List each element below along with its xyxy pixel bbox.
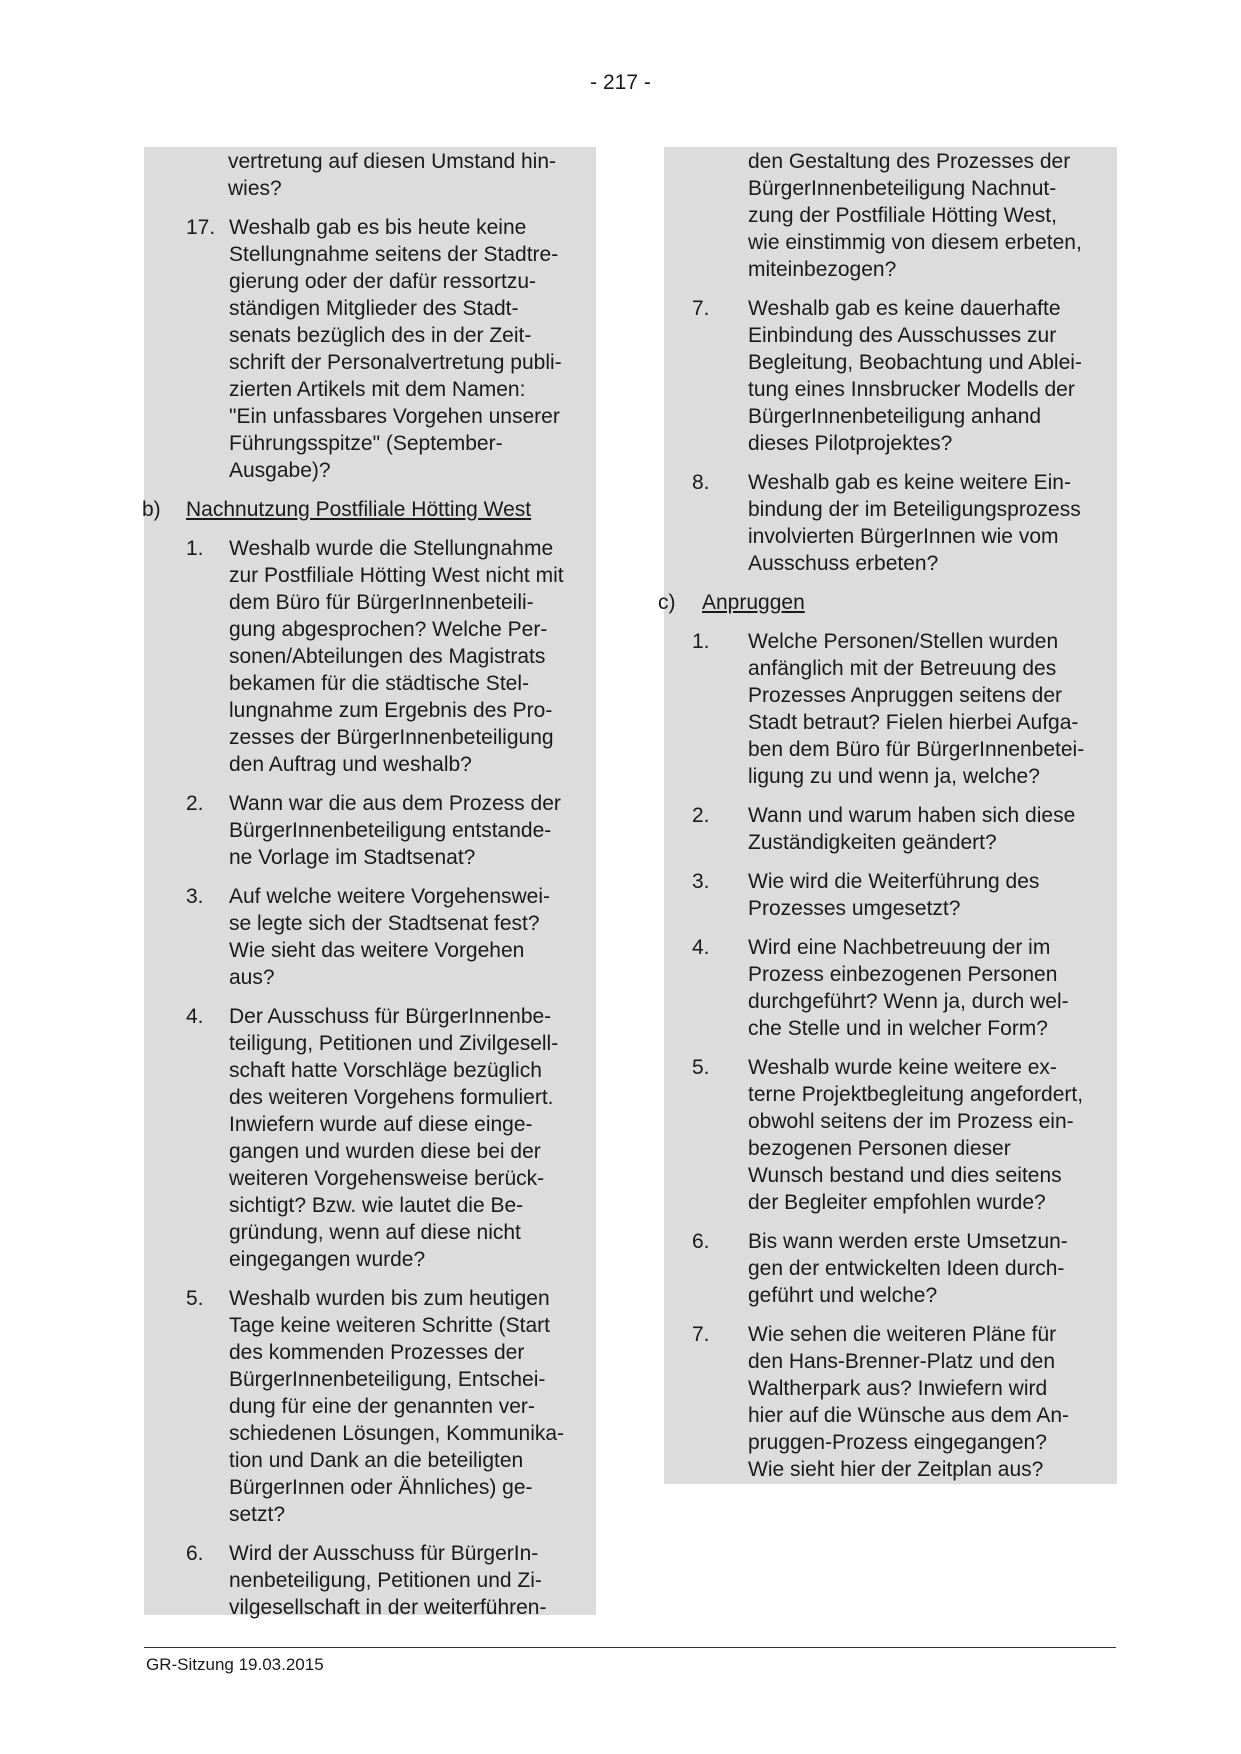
- question-text-line: bindung der im Beteiligungsprozess: [748, 498, 1081, 521]
- question-item: [664, 1054, 1117, 1216]
- question-text-line: nenbeteiligung, Petitionen und Zi-: [229, 1569, 542, 1592]
- section-b-heading: [140, 496, 596, 523]
- text-line: miteinbezogen?: [748, 258, 897, 281]
- question-text-line: eingegangen wurde?: [229, 1248, 426, 1271]
- question-text-line: terne Projektbegleitung angefordert,: [748, 1083, 1084, 1106]
- question-item: [144, 1540, 596, 1621]
- question-number: 1.: [692, 630, 710, 653]
- question-number: 8.: [692, 471, 710, 494]
- question-text-line: bekamen für die städtische Stel-: [229, 672, 529, 695]
- question-text-line: gierung oder der dafür ressortzu-: [229, 270, 536, 293]
- question-text-line: BürgerInnenbeteiligung, Entschei-: [229, 1368, 546, 1391]
- question-text-line: Inwiefern wurde auf diese einge-: [229, 1113, 533, 1136]
- question-text-line: zesses der BürgerInnenbeteiligung: [229, 726, 554, 749]
- text-line: BürgerInnenbeteiligung Nachnut-: [748, 177, 1057, 200]
- question-text-line: gründung, wenn auf diese nicht: [229, 1221, 521, 1244]
- question-item: [664, 628, 1117, 790]
- right-column: [658, 147, 1117, 1484]
- question-text-line: ständigen Mitglieder des Stadt-: [229, 297, 519, 320]
- footer-divider: [144, 1647, 1116, 1648]
- text-line: den Gestaltung des Prozesses der: [748, 150, 1071, 173]
- question-text-line: schiedenen Lösungen, Kommunika-: [229, 1422, 565, 1445]
- question-text-line: sichtigt? Bzw. wie lautet die Be-: [229, 1194, 524, 1217]
- right-continuation: [664, 147, 1111, 283]
- question-text-line: Wird der Ausschuss für BürgerIn-: [229, 1542, 539, 1565]
- question-text-line: dieses Pilotprojektes?: [748, 432, 953, 455]
- footer-text: GR-Sitzung 19.03.2015: [146, 1655, 324, 1674]
- question-text-line: Weshalb wurde die Stellungnahme: [229, 537, 554, 560]
- question-text-line: Wann und warum haben sich diese: [748, 804, 1076, 827]
- question-text-line: bezogenen Personen dieser: [748, 1137, 1011, 1160]
- question-text-line: aus?: [229, 966, 275, 989]
- question-text-line: BürgerInnenbeteiligung entstande-: [229, 819, 552, 842]
- question-text-line: Prozesses Anpruggen seitens der: [748, 684, 1063, 707]
- question-text-line: teiligung, Petitionen und Zivilgesell-: [229, 1032, 559, 1055]
- question-text-line: "Ein unfassbares Vorgehen unserer: [229, 405, 560, 428]
- question-item: [664, 868, 1117, 922]
- left-continuation: [144, 147, 590, 202]
- question-number: 6.: [692, 1230, 710, 1253]
- question-text-line: Stellungnahme seitens der Stadtre-: [229, 243, 559, 266]
- question-item: [664, 1321, 1117, 1483]
- question-text-line: Weshalb wurde keine weitere ex-: [748, 1056, 1057, 1079]
- question-number: 2.: [186, 792, 204, 815]
- question-text-line: Ausschuss erbeten?: [748, 552, 939, 575]
- question-item: [144, 535, 596, 778]
- question-text-line: ligung zu und wenn ja, welche?: [748, 765, 1040, 788]
- question-text-line: se legte sich der Stadtsenat fest?: [229, 912, 540, 935]
- question-text-line: durchgeführt? Wenn ja, durch wel-: [748, 990, 1069, 1013]
- question-text-line: tung eines Innsbrucker Modells der: [748, 378, 1075, 401]
- page-number: - 217 -: [590, 71, 651, 94]
- question-text-line: Zuständigkeiten geändert?: [748, 831, 997, 854]
- question-number: 1.: [186, 537, 204, 560]
- question-number: 6.: [186, 1542, 204, 1565]
- question-text-line: schrift der Personalvertretung publi-: [229, 351, 562, 374]
- question-text-line: pruggen-Prozess eingegangen?: [748, 1431, 1047, 1454]
- question-text-line: den Hans-Brenner-Platz und den: [748, 1350, 1056, 1373]
- question-text-line: sonen/Abteilungen des Magistrats: [229, 645, 546, 668]
- question-text-line: Einbindung des Ausschusses zur: [748, 324, 1057, 347]
- question-number: 5.: [692, 1056, 710, 1079]
- question-number: 4.: [186, 1005, 204, 1028]
- question-text-line: anfänglich mit der Betreuung des: [748, 657, 1057, 680]
- question-item: [144, 790, 596, 871]
- question-text-line: obwohl seitens der im Prozess ein-: [748, 1110, 1074, 1133]
- question-number: 5.: [186, 1287, 204, 1310]
- section-c-heading: [656, 589, 1117, 616]
- question-text-line: Wie sieht hier der Zeitplan aus?: [748, 1458, 1044, 1481]
- question-text-line: Ausgabe)?: [229, 459, 331, 482]
- question-item: [664, 934, 1117, 1042]
- question-text-line: geführt und welche?: [748, 1284, 938, 1307]
- question-text-line: Tage keine weiteren Schritte (Start: [229, 1314, 550, 1337]
- section-letter: b): [142, 498, 161, 521]
- question-text-line: Wie sieht das weitere Vorgehen: [229, 939, 525, 962]
- question-number: 7.: [692, 1323, 710, 1346]
- text-line: zung der Postfiliale Hötting West,: [748, 204, 1057, 227]
- question-text-line: dem Büro für BürgerInnenbeteili-: [229, 591, 534, 614]
- question-item: [144, 883, 596, 991]
- question-text-line: che Stelle und in welcher Form?: [748, 1017, 1048, 1040]
- question-text-line: Wie sehen die weiteren Pläne für: [748, 1323, 1057, 1346]
- question-text-line: Prozesses umgesetzt?: [748, 897, 961, 920]
- question-item: [664, 469, 1117, 577]
- question-text-line: Prozess einbezogenen Personen: [748, 963, 1058, 986]
- question-number: 4.: [692, 936, 710, 959]
- text-line: wies?: [228, 177, 282, 200]
- question-text-line: gung abgesprochen? Welche Per-: [229, 618, 548, 641]
- question-text-line: setzt?: [229, 1503, 286, 1526]
- question-item: [664, 1228, 1117, 1309]
- question-text-line: lungnahme zum Ergebnis des Pro-: [229, 699, 553, 722]
- question-number: 7.: [692, 297, 710, 320]
- question-text-line: Der Ausschuss für BürgerInnenbe-: [229, 1005, 552, 1028]
- question-text-line: Bis wann werden erste Umsetzun-: [748, 1230, 1068, 1253]
- text-line: wie einstimmig von diesem erbeten,: [748, 231, 1082, 254]
- question-text-line: gangen und wurden diese bei der: [229, 1140, 541, 1163]
- section-letter: c): [658, 591, 676, 614]
- question-item: [144, 1285, 596, 1528]
- question-text-line: schaft hatte Vorschläge bezüglich: [229, 1059, 542, 1082]
- question-text-line: Auf welche weitere Vorgehenswei-: [229, 885, 551, 908]
- question-text-line: BürgerInnenbeteiligung anhand: [748, 405, 1042, 428]
- question-number: 3.: [186, 885, 204, 908]
- question-text-line: hier auf die Wünsche aus dem An-: [748, 1404, 1070, 1427]
- question-text-line: vilgesellschaft in der weiterführen-: [229, 1596, 547, 1619]
- question-text-line: Wann war die aus dem Prozess der: [229, 792, 561, 815]
- text-line: vertretung auf diesen Umstand hin-: [228, 150, 557, 173]
- question-text-line: Weshalb gab es keine dauerhafte: [748, 297, 1061, 320]
- question-text-line: Weshalb gab es bis heute keine: [229, 216, 527, 239]
- question-text-line: weiteren Vorgehensweise berück-: [229, 1167, 545, 1190]
- question-item: [144, 214, 596, 484]
- question-text-line: Waltherpark aus? Inwiefern wird: [748, 1377, 1048, 1400]
- question-text-line: tion und Dank an die beteiligten: [229, 1449, 524, 1472]
- question-text-line: Weshalb gab es keine weitere Ein-: [748, 471, 1071, 494]
- question-item: [664, 802, 1117, 856]
- section-title: Nachnutzung Postfiliale Hötting West: [186, 498, 532, 521]
- question-text-line: gen der entwickelten Ideen durch-: [748, 1257, 1065, 1280]
- question-text-line: den Auftrag und weshalb?: [229, 753, 472, 776]
- question-text-line: der Begleiter empfohlen wurde?: [748, 1191, 1046, 1214]
- question-number: 2.: [692, 804, 710, 827]
- question-text-line: ben dem Büro für BürgerInnenbetei-: [748, 738, 1085, 761]
- left-column: [142, 147, 596, 1619]
- question-text-line: des kommenden Prozesses der: [229, 1341, 525, 1364]
- section-title: Anpruggen: [702, 591, 805, 614]
- question-text-line: Weshalb wurden bis zum heutigen: [229, 1287, 550, 1310]
- question-text-line: BürgerInnen oder Ähnliches) ge-: [229, 1476, 533, 1499]
- question-text-line: Wie wird die Weiterführung des: [748, 870, 1040, 893]
- question-text-line: Führungsspitze" (September-: [229, 432, 503, 455]
- question-text-line: des weiteren Vorgehens formuliert.: [229, 1086, 554, 1109]
- question-text-line: Wird eine Nachbetreuung der im: [748, 936, 1051, 959]
- question-number: 17.: [186, 216, 216, 239]
- question-text-line: Stadt betraut? Fielen hierbei Aufga-: [748, 711, 1079, 734]
- question-item: [144, 1003, 596, 1273]
- question-text-line: involvierten BürgerInnen wie vom: [748, 525, 1059, 548]
- question-text-line: ne Vorlage im Stadtsenat?: [229, 846, 476, 869]
- question-text-line: Welche Personen/Stellen wurden: [748, 630, 1059, 653]
- question-text-line: zur Postfiliale Hötting West nicht mit: [229, 564, 564, 587]
- question-text-line: zierten Artikels mit dem Namen:: [229, 378, 526, 401]
- question-text-line: Wunsch bestand und dies seitens: [748, 1164, 1062, 1187]
- question-number: 3.: [692, 870, 710, 893]
- question-text-line: Begleitung, Beobachtung und Ablei-: [748, 351, 1082, 374]
- question-text-line: senats bezüglich des in der Zeit-: [229, 324, 532, 347]
- question-item: [664, 295, 1117, 457]
- question-text-line: dung für eine der genannten ver-: [229, 1395, 535, 1418]
